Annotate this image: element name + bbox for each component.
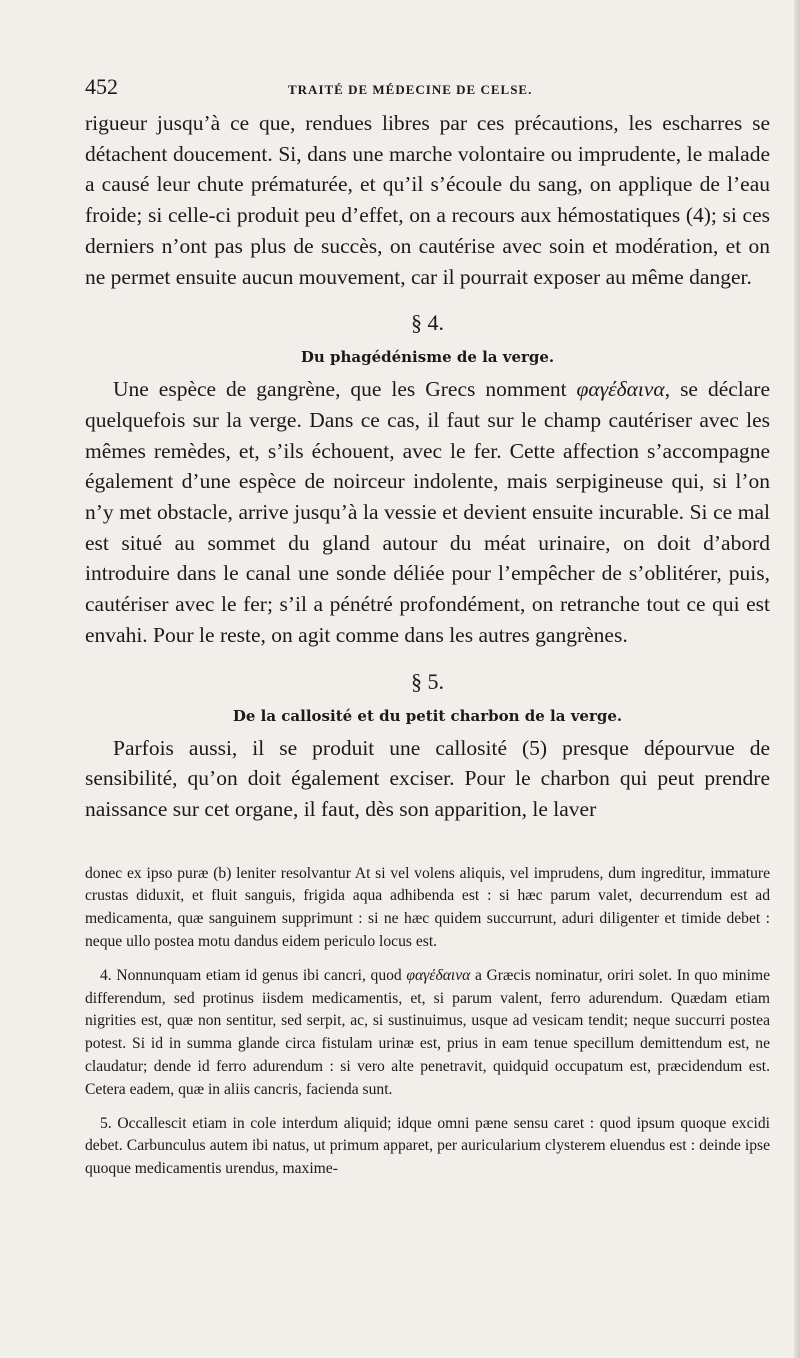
- page-edge: [794, 0, 800, 1358]
- greek-term: φαγέδαινα: [576, 377, 665, 402]
- footnotes: [85, 863, 770, 1181]
- paragraph-escharres: rigueur jusqu’à ce que, rendues libres par ces précautions, les escharres se détachent doucement. Si, dans une marche volontaire ou imprudente, le malade a causé leur chute prématurée, et qu’il s’écoule du sang, on applique de l’eau froide; si celle-ci produit peu d’effet, on a recours aux hémostatiques (4); si ces derniers n’ont pas plus de succès, on cautérise avec soin et modération, et on ne permet ensuite aucun mouvement, car il pourrait exposer au même danger.: [85, 111, 770, 289]
- section-5-heading: § 5.: [411, 668, 444, 694]
- paragraph-phagedenisme: [85, 374, 770, 650]
- footnote-continuation: donec ex ipso puræ (b) leniter resolvantur At si vel volens aliquis, vel imprudens, dum ingreditur, immature crustas diduxit, et fluit sanguis, frigida aqua adhibenda est : si hæc parum valet, decurrendum est ad medicamenta, quæ sanguinem supprimunt : si ne hæc quidem succurrunt, aduri diligenter et timide debet : neque ullo postea motu dandus eidem periculo locus est.: [85, 864, 770, 951]
- footnote-4-start: 4. Nonnunquam etiam id genus ibi cancri, quod: [100, 966, 407, 984]
- footnote-5: 5. Occallescit etiam in cole interdum aliquid; idque omni pæne sensu caret : quod ipsum quoque excidi debet. Carbunculus autem ibi natus, ut primum apparet, per auricularium clysterem eluendus est : deinde ipse quoque medicamentis urendus, maxime-: [85, 1114, 770, 1178]
- section-5-title: De la callosité et du petit charbon de la verge.: [232, 706, 623, 725]
- section-4-heading: § 4.: [411, 310, 444, 336]
- footnote-4-greek: φαγέδαινα: [406, 966, 471, 984]
- section-4-title: Du phagédénisme de la verge.: [300, 348, 555, 367]
- page-header: [85, 74, 770, 102]
- footnote-4: [85, 965, 770, 1102]
- paragraph-callosite: Parfois aussi, il se produit une callosité (5) presque dépourvue de sensibilité, qu’on doit également exciser. Pour le charbon qui peut prendre naissance sur cet organe, il faut, dès son apparition, le laver: [85, 735, 770, 821]
- running-title: TRAITÉ DE MÉDECINE DE CELSE.: [288, 82, 533, 97]
- paragraph-phagedenisme-start: Une espèce de gangrène, que les Grecs nomment: [113, 377, 577, 402]
- page-number: 452: [85, 74, 118, 99]
- paragraph-phagedenisme-rest: , se déclare quelquefois sur la verge. Dans ce cas, il faut sur le champ cautériser avec les mêmes remèdes, et, s’ils échouent, avec le fer. Cette affection s’accompagne également d’une espèce de noirceur indolente, mais serpigineuse qui, si l’on n’y met obstacle, arrive jusqu’à la vessie et devient ensuite incurable. Si ce mal est situé au sommet du gland autour du méat urinaire, on doit d’abord introduire dans le canal une sonde déliée pour l’empêcher de s’oblitérer, puis, cautériser avec le fer; s’il a pénétré profondément, on retranche tout ce qui est envahi. Pour le reste, on agit comme dans les autres gangrènes.: [85, 377, 770, 647]
- main-text: [85, 108, 770, 825]
- footnote-4-rest: a Græcis nominatur, oriri solet. In quo minime differendum, sed protinus iisdem medicamentis, et, si parum valent, ferro adurendum. Quædam etiam nigrities est, quæ non sentitur, sed serpit, ac, si sustinuimus, usque ad vesicam tendit; neque succurri postea potest. Si id in summa glande circa fistulam urinæ est, prius in eam tenue specillum demittendum est, ne claudatur; dende id ferro adurendum : si vero alte penetravit, quidquid occupatum est, præcidendum est. Cetera eadem, quæ in aliis cancris, facienda sunt.: [85, 966, 770, 1098]
